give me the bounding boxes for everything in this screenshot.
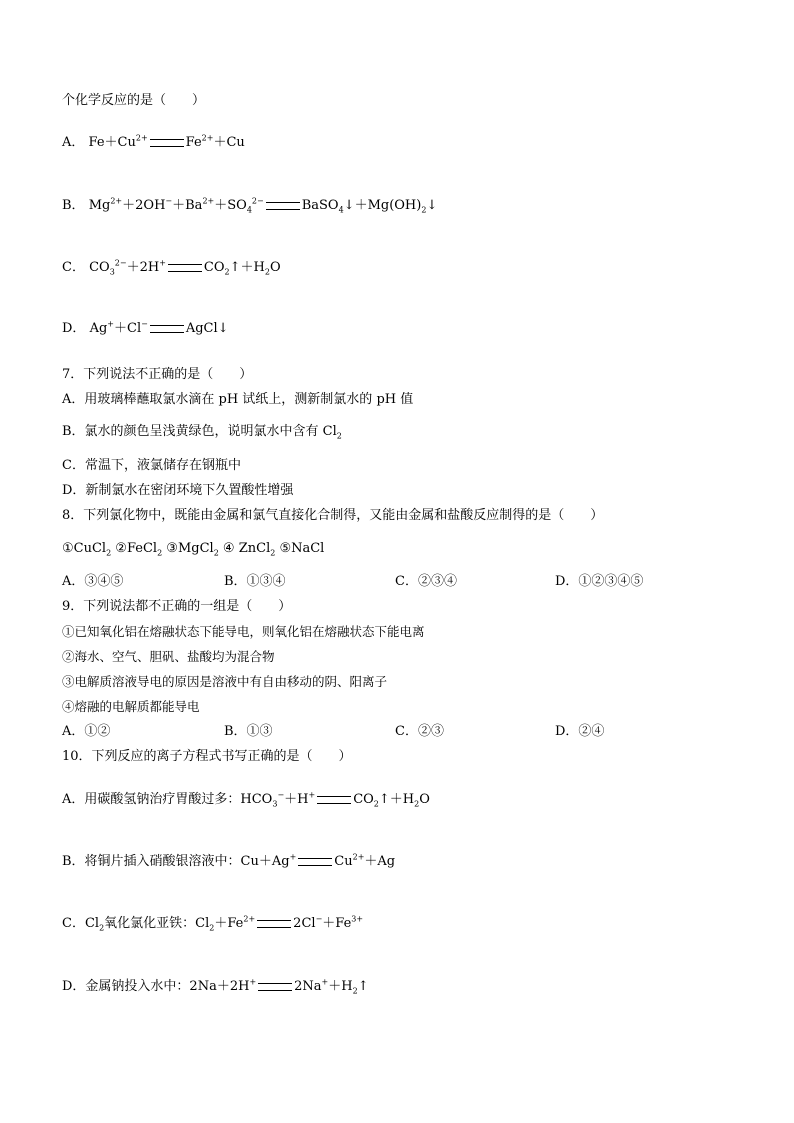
q6-option-c [62,259,281,277]
q9-statement-3: ③电解质溶液导电的原因是溶液中有自由移动的阴、阳离子 [62,674,388,689]
q6-option-b [62,197,437,215]
q8-items: ①CuCl$_2$ ②FeCl$_2$ ③MgCl$_2$ ④ ZnCl$_2$ ⑤NaCl [62,541,325,558]
q6-option-a-equation: $Fe+Cu^{2+}$ $Fe^{2+}+Cu$ [88,133,245,150]
q9-statement-4: ④熔融的电解质都能导电 [62,699,200,714]
q9-option-d: D．②④ [555,724,605,739]
q6-option-a [62,134,245,152]
q10-option-c: C．$Cl_2$氧化氯化亚铁：$Cl_2+Fe^{2+}$ $2Cl^-+Fe^{3+}$ [62,914,364,933]
q6-option-a-label: A． [62,135,85,150]
q9-option-a: A．①② [62,724,111,739]
q6-option-b-equation: $Mg^{2+}+2OH^-+Ba^{2+}+SO_4^{2-}$ $BaSO_4↓+Mg(OH)_2↓$ [88,196,438,215]
q6-option-d [62,320,229,338]
q7-stem: 7．下列说法不正确的是（ ） [62,367,253,382]
q9-option-b: B．①③ [224,724,273,739]
q6-option-c-label: C． [62,260,85,275]
q8-option-a: A．③④⑤ [62,574,124,589]
q8-option-c: C．②③④ [395,574,457,589]
q10-option-d: D．金属钠投入水中：2Na＋2H+ $2Na^++H_2↑$ [62,977,369,996]
q7-option-a: A．用玻璃棒蘸取氯水滴在 pH 试纸上，测新制氯水的 pH 值 [62,392,414,407]
q7-option-c: C．常温下，液氯储存在钢瓶中 [62,458,241,473]
q6-option-b-label: B． [62,198,85,213]
q9-option-c: C．②③ [395,724,444,739]
q8-option-b: B．①③④ [224,574,286,589]
q9-statement-1: ①已知氧化铝在熔融状态下能导电，则氧化铝在熔融状态下能电离 [62,624,425,639]
q10-stem: 10．下列反应的离子方程式书写正确的是（ ） [62,749,352,764]
q7-option-b: B．氯水的颜色呈浅黄绿色，说明氯水中含有 $Cl_2$ [62,424,342,441]
q6-option-c-equation: $CO_3^{2-}+2H^+$ $CO_2↑+H_2O$ [89,258,281,277]
q6-option-d-label: D． [62,321,86,336]
q7-option-d: D．新制氯水在密闭环境下久置酸性增强 [62,483,294,498]
q8-stem: 8．下列氯化物中，既能由金属和氯气直接化合制得，又能由金属和盐酸反应制得的是（ ） [62,508,604,523]
q9-stem: 9．下列说法都不正确的一组是（ ） [62,599,292,614]
q9-statement-2: ②海水、空气、胆矾、盐酸均为混合物 [62,649,275,664]
q6-stem: 个化学反应的是（ ） [62,93,206,108]
q10-option-a: A．用碳酸氢钠治疗胃酸过多：$HCO_3^-+H^+$ $CO_2↑+H_2O$ [62,790,430,809]
q8-option-d: D．①②③④⑤ [555,574,644,589]
q10-option-b: B．将铜片插入硝酸银溶液中：Cu＋Ag+ $Cu^{2+}+Ag$ [62,852,396,869]
q6-option-d-equation: Ag+＋Cl− AgCl↓ [89,319,229,336]
